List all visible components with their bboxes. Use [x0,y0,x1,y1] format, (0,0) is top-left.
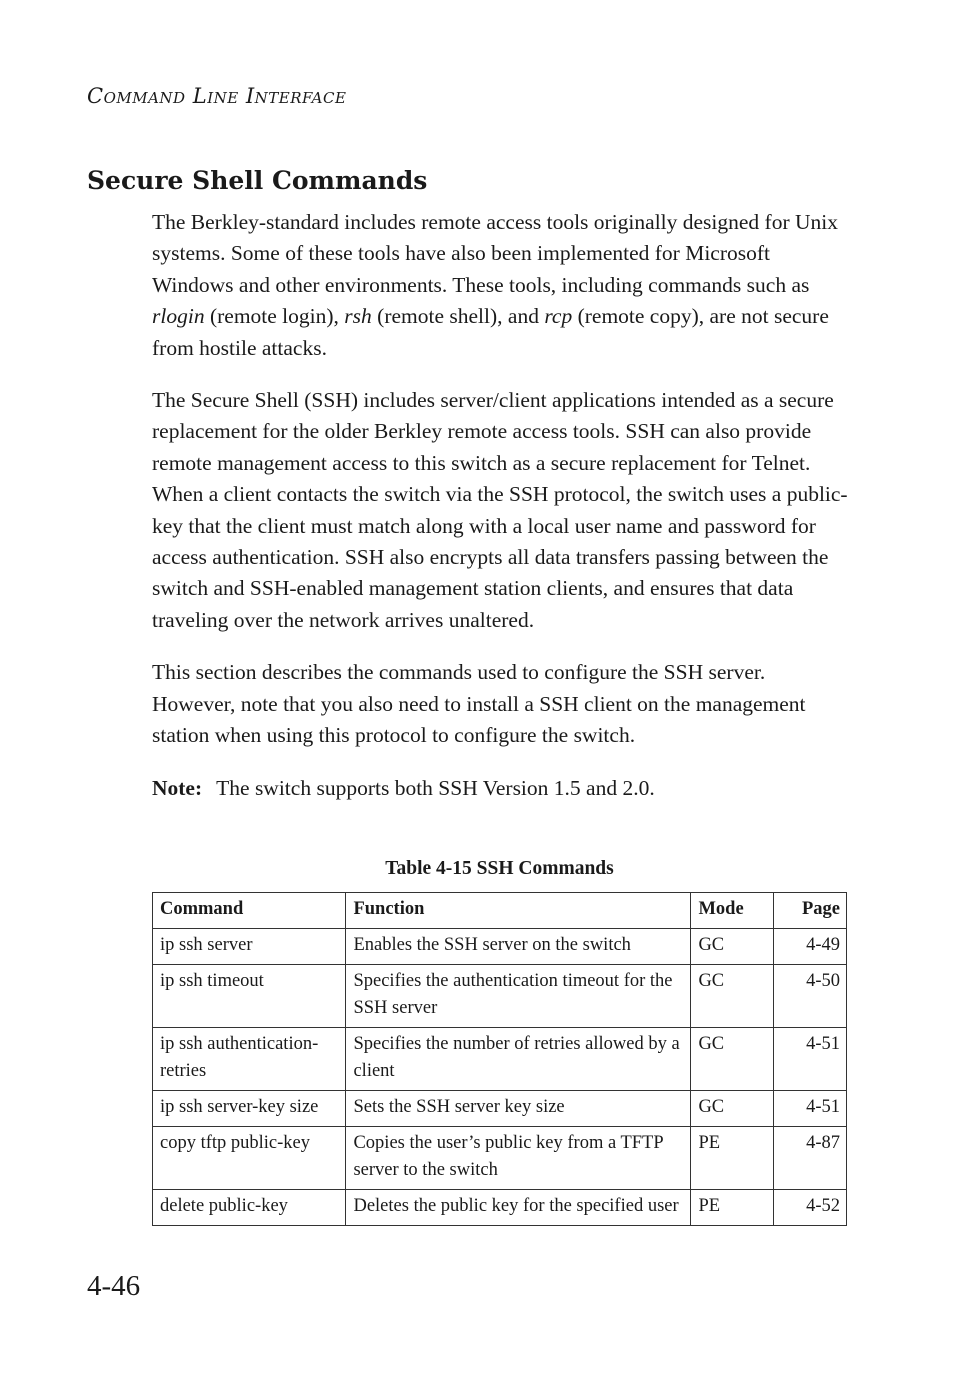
cell-page: 4-87 [773,1127,846,1190]
table-row [153,965,847,1028]
table-row [153,1091,847,1127]
cell-mode: GC [691,929,773,965]
cell-command: ip ssh timeout [153,965,346,1028]
cell-page: 4-51 [773,1028,846,1091]
p1-text-a: The Berkley-standard includes remote access tools originally designed for Unix systems. Some of these tools have also been implemented for Microsoft Windows and other environments. These tools, including commands such as [152,210,839,297]
cell-page: 4-51 [773,1091,846,1127]
header-function: Function [346,893,691,929]
cell-mode: PE [691,1127,773,1190]
cell-command: ip ssh authentication-retries [153,1028,346,1091]
header-command: Command [153,893,346,929]
cell-mode: GC [691,1028,773,1091]
note-label: Note: [152,775,203,800]
body-text [152,207,852,825]
cell-function: Sets the SSH server key size [346,1091,691,1127]
intro-paragraph [152,207,852,364]
cell-function: Deletes the public key for the specified user [346,1190,691,1226]
cell-function: Specifies the authentication timeout for the SSH server [346,965,691,1028]
section-scope-paragraph: This section describes the commands used to configure the SSH server. However, note that you also need to install a SSH client on the management station when using this protocol to configure the switch. [152,660,806,748]
note [152,773,852,804]
cell-mode: PE [691,1190,773,1226]
page-number: 4-46 [87,1270,141,1302]
cell-page: 4-49 [773,929,846,965]
cell-command: copy tftp public-key [153,1127,346,1190]
table-row [153,1028,847,1091]
rsh-term: rsh [344,304,372,329]
ssh-description-paragraph: The Secure Shell (SSH) includes server/client applications intended as a secure replacement for the older Berkley remote access tools. SSH can also provide remote management access to this switch as a secure replacement for Telnet. When a client contacts the switch via the SSH protocol, the switch uses a public-key that the client must match along with a local user name and password for access authentication. SSH also encrypts all data transfers passing between the switch and SSH-enabled management station clients, and ensures that data traveling over the network arrives unaltered. [152,388,848,632]
table-row [153,929,847,965]
header-page: Page [773,893,846,929]
cell-command: ip ssh server-key size [153,1091,346,1127]
table-row [153,1190,847,1226]
cell-function: Specifies the number of retries allowed by a client [346,1028,691,1091]
cell-function: Copies the user’s public key from a TFTP server to the switch [346,1127,691,1190]
p1-text-b: (remote login), [204,304,345,329]
cell-mode: GC [691,965,773,1028]
rlogin-term: rlogin [152,304,205,329]
note-text: The switch supports both SSH Version 1.5 and 2.0. [216,775,655,800]
rcp-term: rcp [544,304,573,329]
ssh-commands-table [152,892,847,1226]
cell-function: Enables the SSH server on the switch [346,929,691,965]
cell-mode: GC [691,1091,773,1127]
running-head: Command Line Interface [87,84,347,108]
cell-command: ip ssh server [153,929,346,965]
table-header-row [153,893,847,929]
table-row [153,1127,847,1190]
header-mode: Mode [691,893,773,929]
cell-page: 4-50 [773,965,846,1028]
cell-page: 4-52 [773,1190,846,1226]
section-title: Secure Shell Commands [87,166,428,195]
p1-text-d: (remote copy), are not secure from hostile attacks. [152,304,829,360]
cell-command: delete public-key [153,1190,346,1226]
table-caption: Table 4-15 SSH Commands [385,858,614,879]
p1-text-c: (remote shell), and [371,304,545,329]
